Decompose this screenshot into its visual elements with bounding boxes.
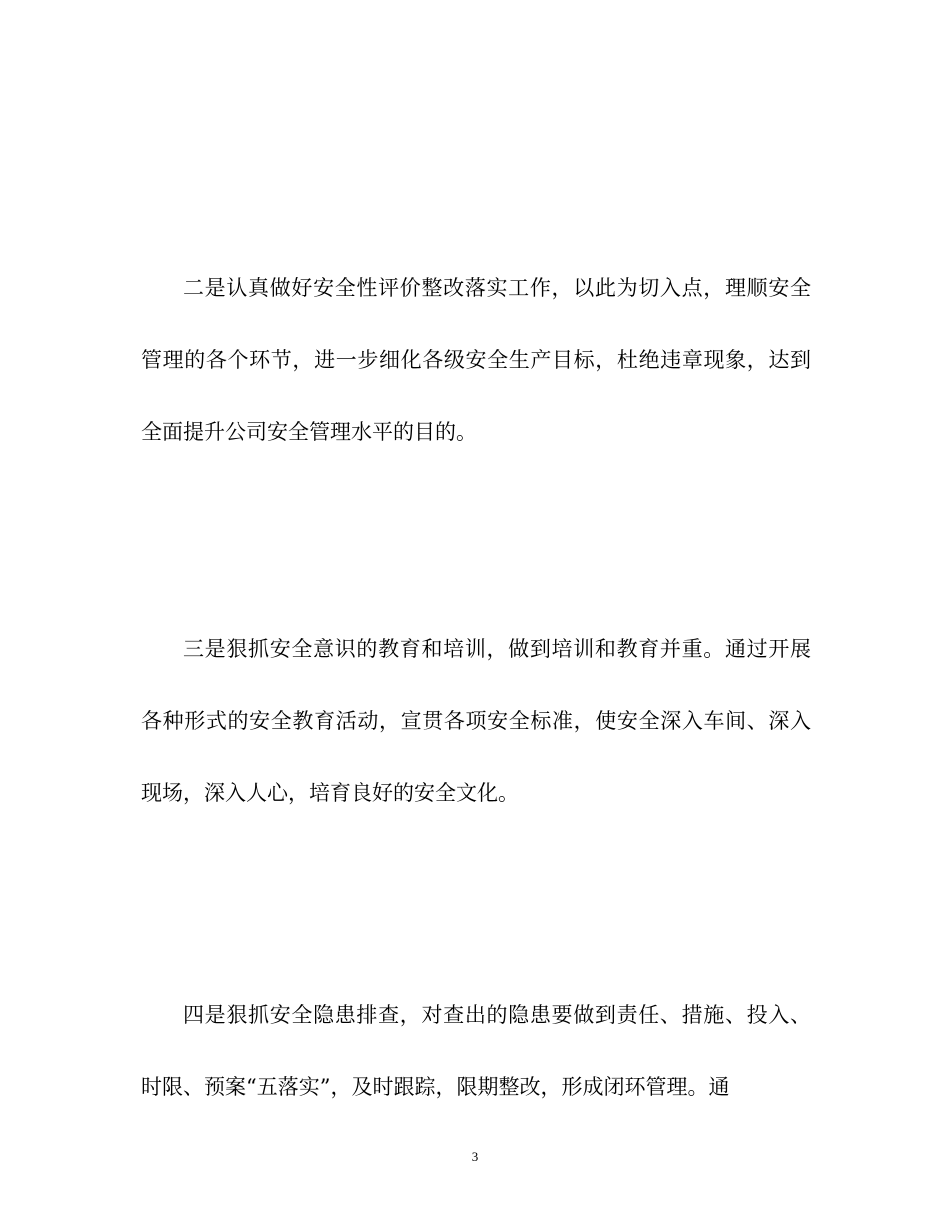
paragraph-safety-evaluation: 二是认真做好安全性评价整改落实工作，以此为切入点，理顺安全管理的各个环节，进一步细化各级安全生产目标，杜绝违章现象，达到全面提升公司安全管理水平的目的。 — [141, 276, 811, 444]
paragraph-safety-training: 三是狠抓安全意识的教育和培训，做到培训和教育并重。通过开展各种形式的安全教育活动，宣贯各项安全标准，使安全深入车间、深入现场，深入人心，培育良好的安全文化。 — [141, 637, 811, 805]
page-number: 3 — [471, 1149, 479, 1164]
paragraph-hazard-inspection: 四是狠抓安全隐患排查，对查出的隐患要做到责任、措施、投入、时限、预案“五落实”，及时跟踪，限期整改，形成闭环管理。通 — [141, 1003, 811, 1099]
